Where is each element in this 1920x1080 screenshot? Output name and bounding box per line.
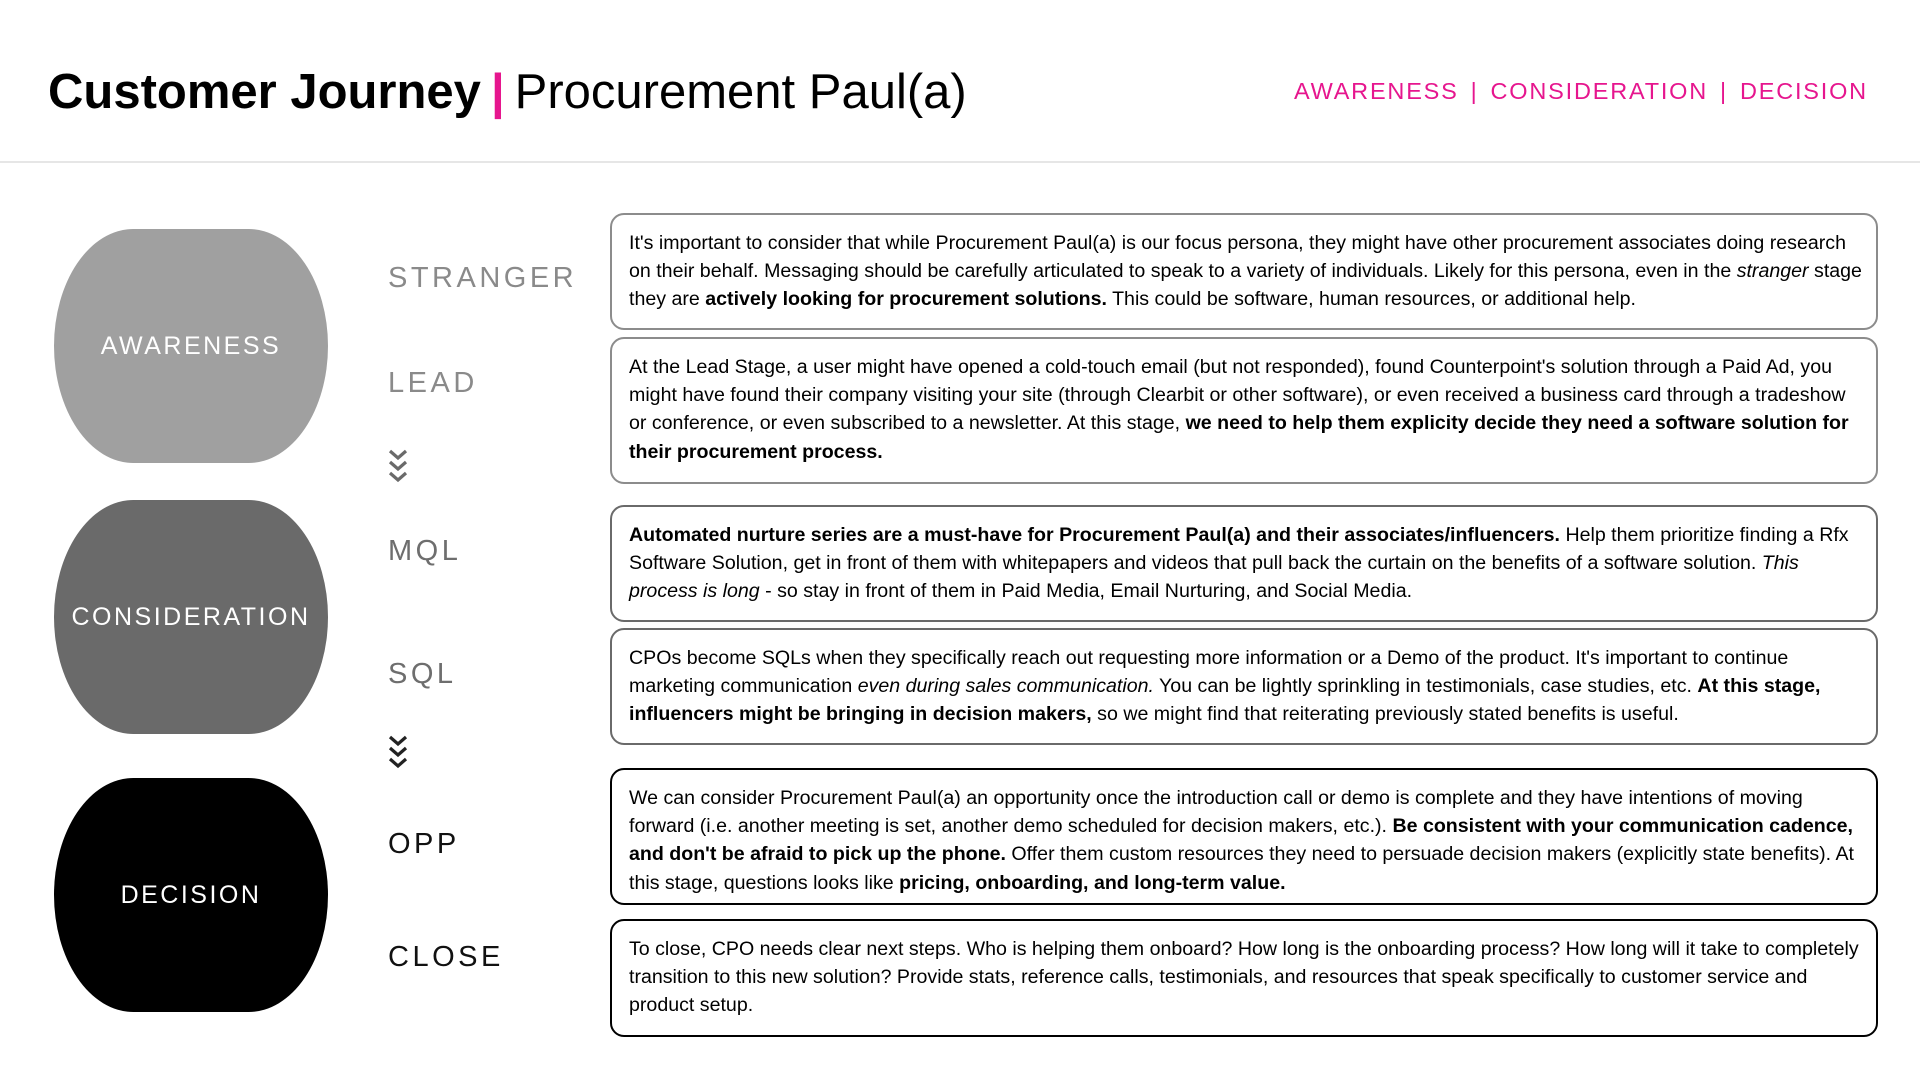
card-text-segment: This could be software, human resources, or additional help.	[1107, 288, 1636, 311]
sublabel-sql: SQL	[388, 658, 457, 690]
stage-nav	[1294, 78, 1868, 105]
header	[0, 0, 1920, 162]
card-opp	[610, 768, 1878, 905]
card-text-segment: - so stay in front of them in Paid Media, Email Nurturing, and Social Media.	[759, 580, 1413, 603]
card-opp-text	[629, 784, 1868, 897]
stage-decision-label: DECISION	[120, 880, 262, 909]
sublabel-lead: LEAD	[388, 367, 478, 399]
card-text-segment: we need to help them explicity decide they need a software solution for their procurement process.	[629, 412, 1849, 463]
card-text-segment: You can be lightly sprinkling in testimonials, case studies, etc.	[1153, 675, 1698, 698]
sublabel-stranger: STRANGER	[388, 262, 578, 294]
card-close-text	[629, 935, 1868, 1020]
card-mql-text	[629, 521, 1868, 606]
card-text-segment: To close, CPO needs clear next steps. Who is helping them onboard? How long is the onboarding process? How long will it take to completely transition to this new solution? Provide stats, reference calls, testimonials, and resources that speak specifically to customer service and product setup.	[629, 938, 1859, 1017]
card-sql-text	[629, 644, 1868, 729]
card-close	[610, 919, 1878, 1037]
page-title	[48, 62, 967, 122]
card-text-segment: Automated nurture series are a must-have for Procurement Paul(a) and their associates/influencers.	[629, 524, 1560, 546]
nav-separator: |	[1470, 78, 1479, 104]
card-lead	[610, 337, 1878, 484]
card-text-segment: Offer them custom resources they need to persuade decision makers (explicitly state benefits). At this stage, questions looks like	[629, 843, 1854, 894]
card-text-segment: CPOs become SQLs when they specifically reach out requesting more information or a Demo of the product. It's important to continue marketing communication	[629, 647, 1789, 698]
card-text-segment: Be consistent with your communication cadence, and don't be afraid to pick up the phone.	[629, 815, 1854, 866]
title-separator: |	[490, 65, 505, 119]
card-text-segment: pricing, onboarding, and long-term value.	[899, 871, 1286, 894]
sublabel-mql: MQL	[388, 535, 462, 567]
card-text-segment: actively looking for procurement solutions.	[705, 288, 1107, 311]
stage-awareness-label: AWARENESS	[100, 331, 282, 360]
header-divider	[0, 161, 1920, 163]
card-mql	[610, 505, 1878, 622]
nav-decision: DECISION	[1739, 78, 1868, 104]
card-text-segment: Help them prioritize finding a Rfx Software Solution, get in front of them with whitepapers and videos that pull back the curtain on the benefits of a software solution.	[629, 524, 1849, 575]
stage-awareness-pill	[54, 229, 328, 463]
title-persona: Procurement Paul(a)	[514, 65, 967, 119]
card-text-segment: so we might find that reiterating previously stated benefits is useful.	[1091, 703, 1679, 726]
card-lead-text	[629, 353, 1868, 466]
card-text-segment: At the Lead Stage, a user might have opened a cold-touch email (but not responded), found Counterpoint's solution through a Paid Ad, you might have found their company visiting your site (through Clearbit or other software), or even received a business card through a tradeshow or conference, or even subscribed to a newsletter. At this stage,	[629, 356, 1846, 435]
card-text-segment: even during sales communication.	[857, 675, 1154, 698]
stage-consideration-label: CONSIDERATION	[71, 602, 311, 631]
sublabel-opp: OPP	[388, 828, 460, 860]
card-stranger	[610, 213, 1878, 330]
card-text-segment: stranger	[1736, 260, 1809, 283]
title-bold: Customer Journey	[48, 65, 481, 119]
card-stranger-text	[629, 229, 1868, 314]
triple-chevron-down-icon	[386, 733, 410, 773]
nav-consideration: CONSIDERATION	[1490, 78, 1709, 104]
card-text-segment: We can consider Procurement Paul(a) an opportunity once the introduction call or demo is complete and they have intentions of moving forward (i.e. another meeting is set, another demo scheduled for decision makers, etc.).	[629, 787, 1803, 838]
sublabel-close: CLOSE	[388, 941, 504, 973]
nav-separator: |	[1720, 78, 1728, 104]
stage-consideration-pill	[54, 500, 328, 734]
card-text-segment: It's important to consider that while Procurement Paul(a) is our focus persona, they might have other procurement associates doing research on their behalf. Messaging should be carefully articulated to speak to a variety of individuals. Likely for this persona, even in the	[629, 232, 1846, 283]
card-sql	[610, 628, 1878, 745]
nav-awareness: AWARENESS	[1294, 78, 1459, 104]
card-text-segment: At this stage, influencers might be bringing in decision makers,	[629, 675, 1821, 726]
triple-chevron-down-icon	[386, 447, 410, 487]
card-text-segment: stage they are	[629, 260, 1862, 311]
card-text-segment: This process is long	[629, 552, 1799, 603]
stage-decision-pill	[54, 778, 328, 1012]
